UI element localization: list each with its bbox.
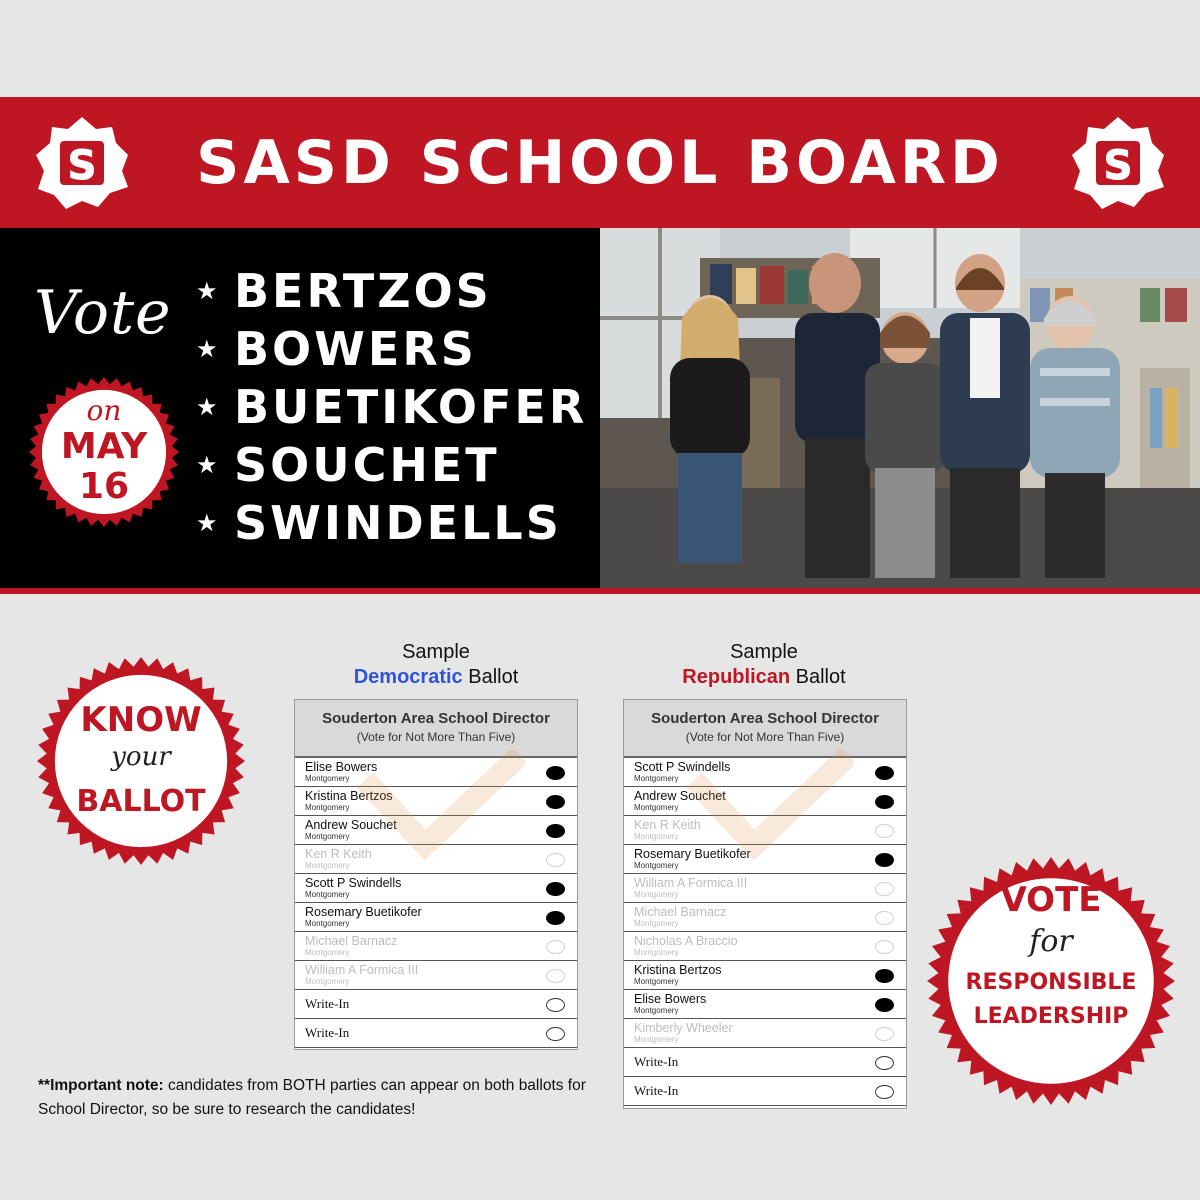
- ballot-subtitle: (Vote for Not More Than Five): [356, 730, 516, 744]
- empty-oval-icon: [875, 824, 894, 838]
- know-seal-line2: your: [111, 742, 171, 772]
- star-icon: ★: [196, 393, 218, 421]
- ballot-suffix: Ballot: [462, 666, 519, 688]
- candidate-name: SOUCHET: [234, 438, 500, 492]
- date-day: 16: [78, 466, 130, 507]
- ballot-header: [295, 700, 577, 758]
- ballot-candidate-row: [295, 932, 577, 961]
- know-seal-line1: KNOW: [80, 700, 202, 740]
- writein-label: Write-In: [305, 1025, 350, 1040]
- candidate-county: Montgomery: [634, 832, 679, 841]
- writein-label: Write-In: [634, 1054, 679, 1069]
- ballot-header: [624, 700, 906, 758]
- ballot-candidate-row: [295, 845, 577, 874]
- democratic-sample-ballot: [294, 699, 578, 1050]
- ballot-candidate-row: [624, 816, 906, 845]
- star-icon: ★: [196, 335, 218, 363]
- candidate-county: Montgomery: [305, 977, 350, 986]
- empty-oval-icon: [546, 853, 565, 867]
- candidate-name-row: [196, 262, 587, 320]
- block-s-logo-icon: [1068, 113, 1168, 213]
- vote-script-text: Vote: [34, 278, 172, 348]
- candidate-name-row: [196, 494, 587, 552]
- candidate-name: Rosemary Buetikofer: [305, 905, 422, 919]
- ballot-candidate-row: [624, 903, 906, 932]
- note-text: candidates from BOTH parties can appear on both ballots for School Director, so be sure to research the candidates!: [38, 1077, 586, 1118]
- ballot-title: Souderton Area School Director: [651, 710, 879, 727]
- filled-oval-icon: [546, 766, 565, 780]
- empty-oval-icon: [875, 1085, 894, 1099]
- ballot-writein-row: [295, 1019, 577, 1048]
- candidate-county: Montgomery: [634, 948, 679, 957]
- ballot-writein-row: [624, 1048, 906, 1077]
- ballot-title: Souderton Area School Director: [322, 710, 550, 727]
- filled-oval-icon: [546, 882, 565, 896]
- svg-text:S: S: [67, 143, 97, 189]
- ballot-subtitle: (Vote for Not More Than Five): [685, 730, 845, 744]
- candidate-name: William A Formica III: [634, 876, 748, 890]
- empty-oval-icon: [546, 998, 565, 1012]
- candidate-name: BOWERS: [234, 322, 477, 376]
- ballot-suffix: Ballot: [790, 666, 846, 688]
- empty-oval-icon: [875, 1056, 894, 1070]
- ballot-writein-row: [295, 990, 577, 1019]
- candidate-name: Andrew Souchet: [305, 818, 397, 832]
- ballot-candidate-row: [624, 1019, 906, 1048]
- empty-oval-icon: [546, 940, 565, 954]
- ballot-candidate-row: [624, 874, 906, 903]
- empty-oval-icon: [546, 969, 565, 983]
- filled-oval-icon: [546, 911, 565, 925]
- sample-label: Sample: [402, 641, 470, 663]
- candidate-county: Montgomery: [305, 803, 350, 812]
- ballot-candidate-row: [295, 758, 577, 787]
- ballot-candidate-row: [295, 961, 577, 990]
- candidate-name: BERTZOS: [234, 264, 492, 318]
- candidate-name: Elise Bowers: [634, 992, 707, 1006]
- filled-oval-icon: [875, 766, 894, 780]
- filled-oval-icon: [875, 969, 894, 983]
- writein-label: Write-In: [634, 1083, 679, 1098]
- ballot-candidate-row: [295, 903, 577, 932]
- star-icon: ★: [196, 451, 218, 479]
- democratic-ballot-heading: [286, 640, 586, 690]
- candidate-name: Michael Barnacz: [305, 934, 398, 948]
- candidate-county: Montgomery: [634, 919, 679, 928]
- candidate-county: Montgomery: [305, 832, 350, 841]
- candidate-county: Montgomery: [634, 774, 679, 783]
- writein-label: Write-In: [305, 996, 350, 1011]
- vote-seal-line4: LEADERSHIP: [973, 1004, 1129, 1029]
- date-month: MAY: [60, 426, 148, 467]
- candidate-county: Montgomery: [634, 803, 679, 812]
- candidates-group-photo: [600, 228, 1200, 588]
- vote-seal-line3: RESPONSIBLE: [965, 970, 1137, 995]
- ballot-writein-row: [624, 1077, 906, 1106]
- candidate-county: Montgomery: [305, 774, 350, 783]
- candidate-name: BUETIKOFER: [234, 380, 588, 434]
- party-name: Democratic: [353, 666, 463, 688]
- vote-seal-line2: for: [1029, 924, 1073, 959]
- svg-text:S: S: [1103, 143, 1133, 189]
- republican-ballot-heading: [614, 640, 914, 690]
- empty-oval-icon: [875, 940, 894, 954]
- candidate-name-row: [196, 436, 587, 494]
- ballot-candidate-row: [295, 816, 577, 845]
- filled-oval-icon: [875, 853, 894, 867]
- empty-oval-icon: [875, 911, 894, 925]
- band-divider: [0, 588, 1200, 594]
- candidate-county: Montgomery: [305, 890, 350, 899]
- empty-oval-icon: [875, 882, 894, 896]
- important-note: [38, 1074, 598, 1122]
- candidate-name: Nicholas A Braccio: [634, 934, 738, 948]
- candidate-name: Rosemary Buetikofer: [634, 847, 751, 861]
- star-icon: ★: [196, 277, 218, 305]
- filled-oval-icon: [546, 795, 565, 809]
- ballot-candidate-row: [624, 961, 906, 990]
- party-name: Republican: [682, 666, 791, 688]
- ballot-rows: [624, 758, 906, 1106]
- candidate-name: Ken R Keith: [634, 818, 701, 832]
- filled-oval-icon: [875, 998, 894, 1012]
- ballot-candidate-row: [295, 874, 577, 903]
- ballot-candidate-row: [624, 787, 906, 816]
- candidate-name: William A Formica III: [305, 963, 419, 977]
- candidate-name: SWINDELLS: [234, 496, 562, 550]
- candidate-name: Scott P Swindells: [634, 760, 731, 774]
- empty-oval-icon: [546, 1027, 565, 1041]
- ballot-candidate-row: [295, 787, 577, 816]
- know-seal-line3: BALLOT: [76, 784, 206, 819]
- candidate-name: Ken R Keith: [305, 847, 372, 861]
- candidate-county: Montgomery: [305, 919, 350, 928]
- ballot-candidate-row: [624, 932, 906, 961]
- candidate-name: Elise Bowers: [305, 760, 378, 774]
- candidate-county: Montgomery: [634, 977, 679, 986]
- candidate-name: Scott P Swindells: [305, 876, 402, 890]
- candidate-county: Montgomery: [305, 948, 350, 957]
- candidate-name-row: [196, 378, 587, 436]
- candidate-name: Kristina Bertzos: [634, 963, 722, 977]
- ballot-rows: [295, 758, 577, 1048]
- header-banner: [0, 97, 1200, 228]
- page-title: SASD SCHOOL BOARD: [196, 128, 1004, 198]
- candidate-county: Montgomery: [634, 890, 679, 899]
- ballot-candidate-row: [624, 990, 906, 1019]
- ballot-candidate-row: [624, 845, 906, 874]
- republican-sample-ballot: [623, 699, 907, 1109]
- filled-oval-icon: [546, 824, 565, 838]
- candidate-name-row: [196, 320, 587, 378]
- star-icon: ★: [196, 509, 218, 537]
- candidate-county: Montgomery: [634, 1006, 679, 1015]
- candidate-name: Kimberly Wheeler: [634, 1021, 733, 1035]
- date-on: on: [86, 394, 122, 427]
- filled-oval-icon: [875, 795, 894, 809]
- ballot-candidate-row: [624, 758, 906, 787]
- vote-seal-line1: VOTE: [1000, 880, 1102, 920]
- candidate-county: Montgomery: [305, 861, 350, 870]
- sample-label: Sample: [730, 641, 798, 663]
- candidate-name: Andrew Souchet: [634, 789, 726, 803]
- note-bold: **Important note:: [38, 1077, 164, 1094]
- candidate-county: Montgomery: [634, 1035, 679, 1044]
- candidate-county: Montgomery: [634, 861, 679, 870]
- candidate-name: Kristina Bertzos: [305, 789, 393, 803]
- candidate-name-list: [196, 262, 587, 552]
- candidate-name: Michael Barnacz: [634, 905, 727, 919]
- empty-oval-icon: [875, 1027, 894, 1041]
